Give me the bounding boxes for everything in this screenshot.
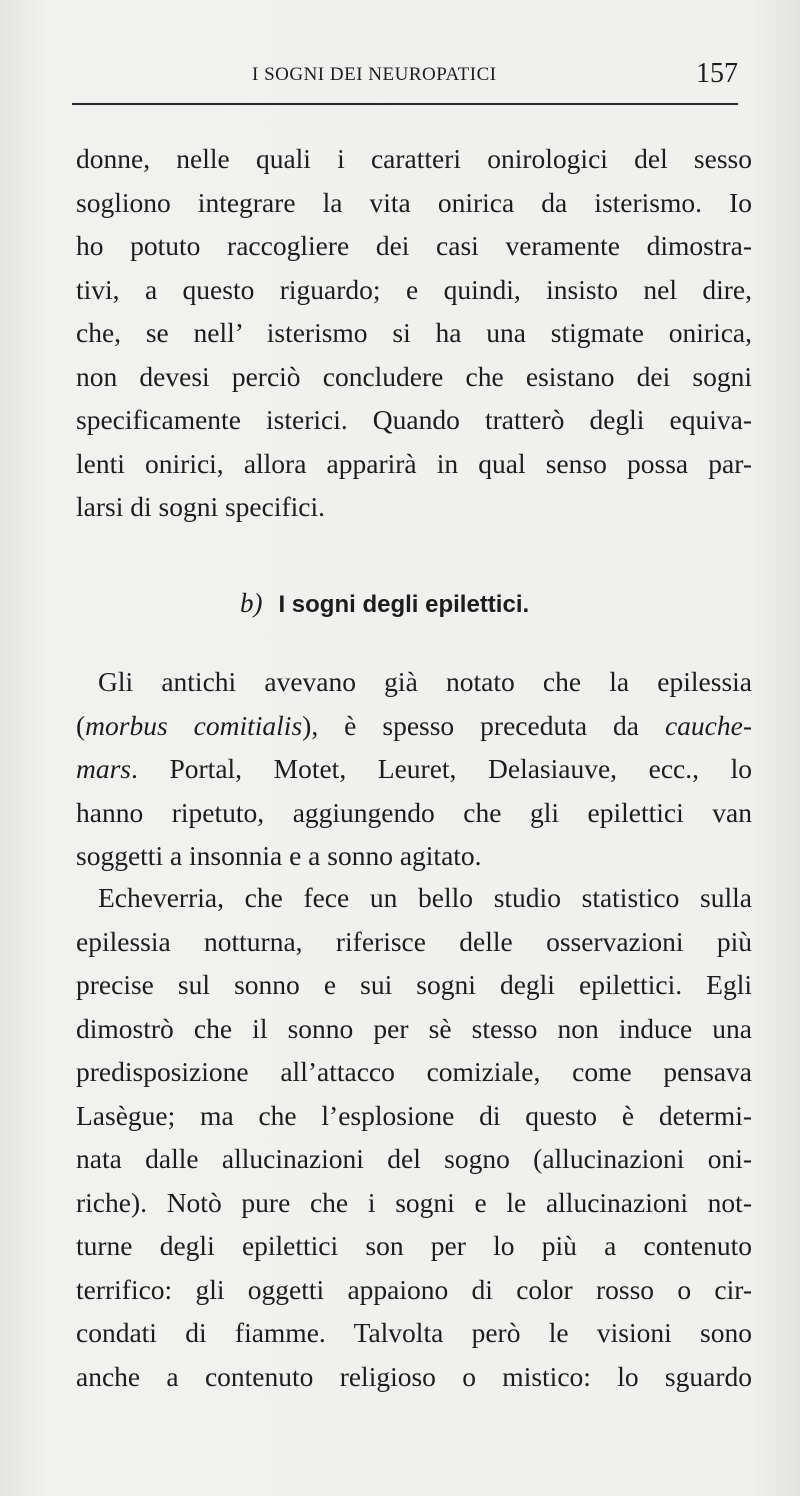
section-heading	[240, 588, 529, 619]
text-line: riche). Notò pure che i sogni e le allucinazioni not-	[76, 1186, 752, 1218]
text-line: specificamente isterici. Quando tratterò degli equiva-	[76, 404, 752, 435]
text-line: nata dalle allucinazioni del sogno (allucinazioni oni-	[76, 1143, 752, 1174]
text-line: che, se nell’ isterismo si ha una stigmate onirica,	[76, 317, 752, 348]
italic-french-term: mars	[76, 753, 132, 784]
text-line: Echeverria, che fece un bello studio statistico sulla	[98, 882, 752, 913]
text-line: soggetti a insonnia e a sonno agitato.	[76, 840, 482, 871]
running-title: I SOGNI DEI NEUROPATICI	[252, 64, 497, 85]
text-line: epilessia notturna, riferisce delle osservazioni più	[76, 925, 752, 957]
text-line: donne, nelle quali i caratteri onirologici del sesso	[76, 143, 752, 174]
text-line: precise sul sonno e sui sogni degli epilettici. Egli	[76, 969, 752, 1000]
text-line: terrifico: gli oggetti appaiono di color rosso o cir-	[76, 1273, 752, 1305]
section-label: b)	[240, 588, 263, 618]
text-line: lenti onirici, allora apparirà in qual senso possa par-	[76, 447, 752, 479]
text-line: hanno ripetuto, aggiungendo che gli epilettici van	[76, 796, 752, 828]
header-rule	[72, 103, 738, 105]
text-line: dimostrò che il sonno per sè stesso non induce una	[76, 1012, 752, 1044]
italic-latin-term: morbus comitialis	[85, 709, 303, 741]
section-title: I sogni degli epilettici.	[278, 591, 530, 618]
text-line: tivi, a questo riguardo; e quindi, insisto nel dire,	[76, 273, 752, 305]
text-line: mars. Portal, Motet, Leuret, Delasiauve, ecc., lo	[76, 753, 752, 784]
paragraph-3	[76, 876, 752, 1398]
text-line: Lasègue; ma che l’esplosione di questo è determi-	[76, 1099, 752, 1131]
text-line: condati di fiamme. Talvolta però le visioni sono	[76, 1317, 752, 1348]
italic-french-term: cauche-	[664, 709, 752, 741]
text-line: sogliono integrare la vita onirica da isterismo. Io	[76, 186, 752, 218]
paragraph-2	[76, 660, 752, 878]
page-header	[72, 58, 740, 94]
text-line: (morbus comitialis), è spesso preceduta da cauche-	[76, 709, 752, 741]
text-line: non devesi perciò concludere che esistano dei sogni	[76, 360, 752, 392]
paragraph-1	[76, 137, 752, 529]
text-line: turne degli epilettici son per lo più a contenuto	[76, 1230, 752, 1261]
text-line: ho potuto raccogliere dei casi veramente dimostra-	[76, 230, 752, 261]
text-line: anche a contenuto religioso o mistico: lo sguardo	[76, 1360, 752, 1392]
text-line: predisposizione all’attacco comiziale, come pensava	[76, 1056, 752, 1087]
text-line: Gli antichi avevano già notato che la epilessia	[98, 666, 752, 697]
text-line: larsi di sogni specifici.	[76, 491, 325, 522]
page-number: 157	[696, 58, 738, 89]
